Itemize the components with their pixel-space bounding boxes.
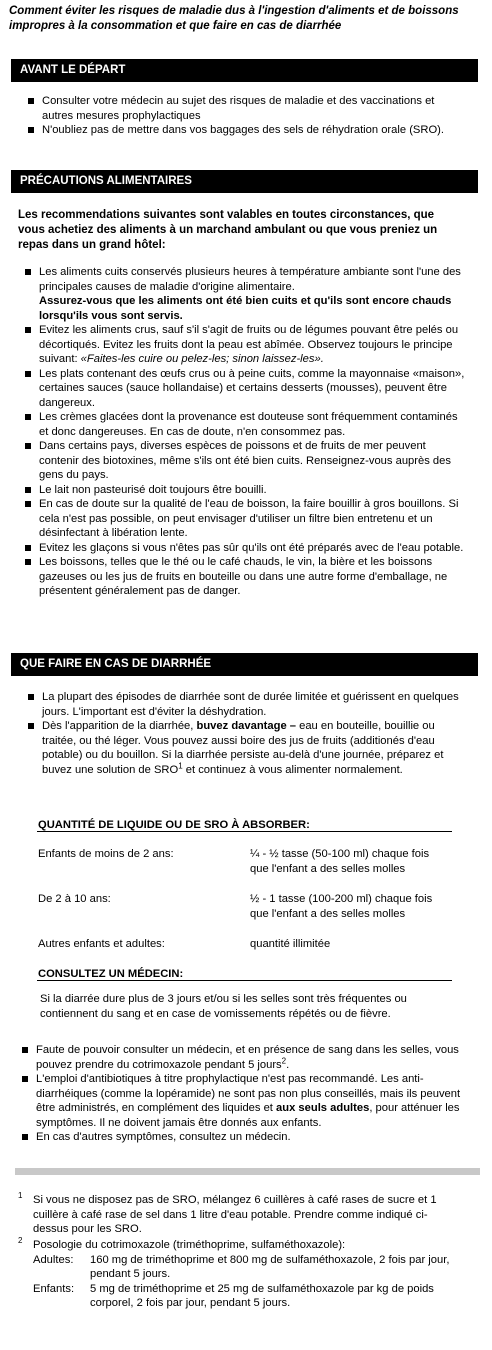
extra-list: [22, 1043, 462, 1145]
list-item: [28, 719, 460, 777]
list-item: Les plats contenant des œufs crus ou à peine cuits, comme la mayonnaise «maison», certaines sauces (sauce hollandaise) et certains desserts (mousses), peuvent être dangereux.: [25, 367, 465, 411]
list-item: [22, 1072, 462, 1130]
section-heading-diarrhee: QUE FAIRE EN CAS DE DIARRHÉE: [11, 653, 478, 676]
item-bold-text: Assurez-vous que les aliments ont été bien cuits et qu'ils sont encore chauds lorsqu'ils vous sont servis.: [39, 295, 452, 322]
dosage-label: Enfants:: [33, 1282, 75, 1295]
footnote-ref: 2: [281, 1055, 287, 1065]
table-row: [38, 937, 458, 952]
table-cell: De 2 à 10 ans:: [38, 893, 111, 905]
divider: [37, 980, 452, 981]
item-quote: «Faites-les cuire ou pelez-les; sinon laissez-les».: [80, 353, 324, 365]
dosage-label: Adultes:: [33, 1253, 74, 1266]
list-item: Le lait non pasteurisé doit toujours être bouilli.: [25, 483, 465, 498]
dosage-row: [33, 1253, 458, 1282]
document-title: Comment éviter les risques de maladie dus à l'ingestion d'aliments et de boissons impropres à la consommation et que faire en cas de diarrhée: [9, 5, 459, 32]
footnote-1: [18, 1193, 458, 1237]
list-item: Faute de pouvoir consulter un médecin, et en présence de sang dans les selles, vous pouvez prendre du cotrimoxazole pendant 5 jours$^2$.: [22, 1043, 462, 1072]
dosage-row: [33, 1282, 458, 1311]
list-item: En cas d'autres symptômes, consultez un médecin.: [22, 1130, 462, 1145]
table-row: [38, 892, 458, 937]
section-heading-precautions: PRÉCAUTIONS ALIMENTAIRES: [11, 170, 478, 193]
footnote-2: [18, 1238, 458, 1311]
dosage-text: 160 mg de triméthoprime et 800 mg de sulfaméthoxazole, 2 fois par jour, pendant 5 jours.: [90, 1253, 450, 1280]
dosage-text: 5 mg de triméthoprime et 25 mg de sulfaméthoxazole par kg de poids corporel, 2 fois par jour, pendant 5 jours.: [90, 1282, 434, 1309]
list-item: Les boissons, telles que le thé ou le café chauds, le vin, la bière et les boissons gazeuses ou les jus de fruits en bouteille ou dans une autre forme d'emballage, ne présentent généralement pas de danger.: [25, 555, 465, 599]
list-item: [25, 265, 465, 323]
item-text: L'emploi d'antibiotiques à titre prophylactique n'est pas recommandé. Les anti-diarrhéiques (comme la lopéramide) ne sont pas non plus conseillés, mais ils peuvent être administrés, en complément des liquides et: [36, 1073, 461, 1114]
table-cell: Enfants de moins de 2 ans:: [38, 848, 174, 860]
item-text: Faute de pouvoir consulter un médecin, et en présence de sang dans les selles, vous pouvez prendre du cotrimoxazole pendant 5 jours: [36, 1044, 459, 1071]
quantity-heading: QUANTITÉ DE LIQUIDE OU DE SRO À ABSORBER:: [38, 819, 310, 831]
list-item: N'oubliez pas de mettre dans vos baggages des sels de réhydration orale (SRO).: [28, 123, 463, 138]
list-item: Les crèmes glacées dont la provenance est douteuse sont fréquemment contaminés et donc dangereuses. En cas de doute, n'en consommez pas.: [25, 410, 465, 439]
list-item: Dans certains pays, diverses espèces de poissons et de fruits de mer peuvent contenir des biotoxines, même s'ils ont été bien cuits. Renseignez-vous auprès des gens du pays.: [25, 439, 465, 483]
item-text: Evitez les aliments crus, sauf s'il s'agit de fruits ou de légumes pouvant être pelés ou décortiqués. Evitez les fruits dont la peau est abîmée. Observez toujours le principe suivant:: [39, 324, 459, 365]
footnote-text: Si vous ne disposez pas de SRO, mélangez 6 cuillères à café rases de sucre et 1 cuillère à café rase de sel dans 1 litre d'eau potable. Prendre comme indiqué ci-dessus pour les SRO.: [33, 1194, 437, 1235]
depart-list: [28, 94, 463, 138]
consult-text: Si la diarrée dure plus de 3 jours et/ou si les selles sont très fréquentes ou contiennent du sang et en case de vomissements répétés ou de fièvre.: [40, 993, 407, 1020]
quantity-table: [38, 847, 458, 952]
table-row: [38, 847, 458, 892]
footnote-ref: 1: [178, 760, 183, 770]
list-item: [25, 323, 465, 367]
separator-bar: [15, 1168, 480, 1175]
item-text: Les aliments cuits conservés plusieurs heures à température ambiante sont l'une des principales causes de maladie d'origine alimentaire.: [39, 266, 461, 293]
list-item: Consulter votre médecin au sujet des risques de maladie et des vaccinations et autres mesures prophylactiques: [28, 94, 463, 123]
footnote-number: 1: [18, 1191, 23, 1200]
list-item: En cas de doute sur la qualité de l'eau de boisson, la faire bouillir à gros bouillons. Si cela n'est pas possible, on peut envisager d'utiliser un filtre bien entretenu et un désinfectant à libération lente.: [25, 497, 465, 541]
footnote-number: 2: [18, 1236, 23, 1245]
item-text: , pour atténuer les symptômes. Il ne doivent jamais être donnés aux enfants.: [36, 1102, 460, 1129]
table-cell: Autres enfants et adultes:: [38, 938, 165, 950]
consult-heading: CONSULTEZ UN MÉDECIN:: [38, 968, 184, 980]
precautions-intro: Les recommendations suivantes sont valables en toutes circonstances, que vous achetiez des aliments à un marchand ambulant ou que vous preniez un repas dans un grand hôtel:: [18, 209, 438, 251]
item-bold-text: aux seuls adultes: [276, 1102, 370, 1114]
list-item: La plupart des épisodes de diarrhée sont de durée limitée et guérissent en quelques jours. L'important est d'éviter la déshydration.: [28, 690, 460, 719]
table-cell: ¼ - ½ tasse (50-100 ml) chaque fois que l'enfant a des selles molles: [250, 848, 430, 875]
item-text: Dès l'apparition de la diarrhée,: [42, 720, 194, 732]
footnote-text: Posologie du cotrimoxazole (triméthoprime, sulfaméthoxazole):: [33, 1239, 346, 1251]
diarrhee-list: [28, 690, 460, 777]
divider: [37, 831, 452, 832]
item-text: et continuez à vous alimenter normalement.: [185, 763, 403, 776]
list-item: Evitez les glaçons si vous n'êtes pas sûr qu'ils ont été préparés avec de l'eau potable.: [25, 541, 465, 556]
section-heading-depart: AVANT LE DÉPART: [11, 59, 478, 82]
table-cell: ½ - 1 tasse (100-200 ml) chaque fois que l'enfant a des selles molles: [250, 893, 433, 920]
precautions-list: [25, 265, 465, 599]
table-cell: quantité illimitée: [250, 938, 331, 950]
item-text: eau en bouteille, bouillie ou traitée, ou thé léger. Vous pouvez aussi boire des jus de fruits (additionés d'eau potable) ou du bouillon. Si la diarrhée persiste au-delà d'une journée, préparez et buvez une solution de SRO: [42, 720, 444, 776]
item-bold-text: buvez davantage –: [196, 720, 296, 732]
footnote-body: [33, 1238, 458, 1311]
